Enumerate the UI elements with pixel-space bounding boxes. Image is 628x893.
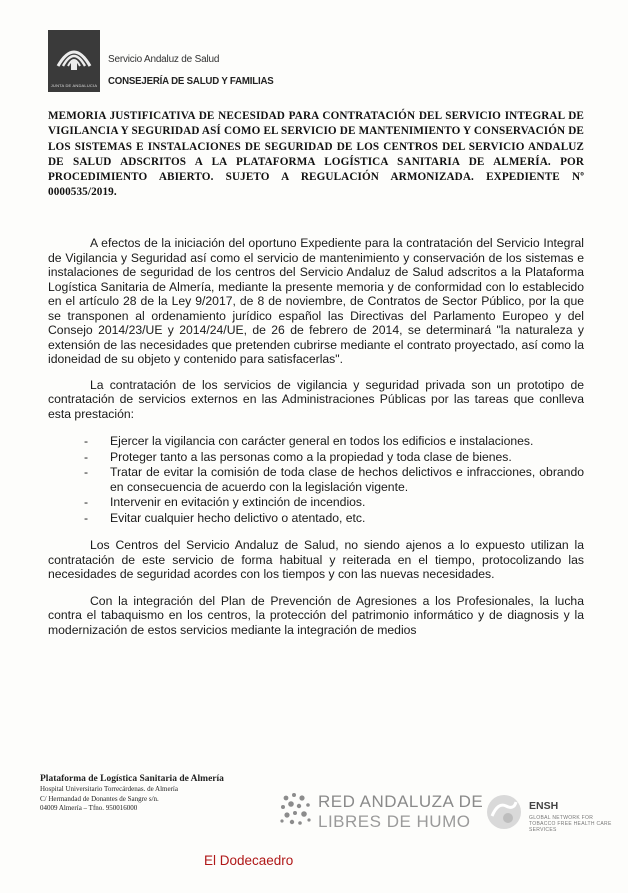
- bullet-dash: -: [84, 449, 89, 464]
- arch-emblem-icon: [54, 36, 94, 78]
- paragraph-integracion: Con la integración del Plan de Prevención de Agresiones a los Profesionales, la lucha contra el tabaquismo en los centros, la protección del patrimonio informático y de diagnosis y la modernización de estos servicios mediante la integración de medios: [48, 593, 584, 637]
- footer-address: [40, 773, 260, 814]
- libres-de-humo-text: LIBRES DE HUMO: [318, 812, 471, 831]
- list-item: - Intervenir en evitación y extinción de incendios.: [84, 495, 366, 509]
- org-name-small: Servicio Andaluz de Salud: [108, 54, 220, 65]
- ensh-subtitle: GLOBAL NETWORK FOR TOBACCO FREE HEALTH CARE SERVICES: [529, 815, 612, 833]
- list-item: - Proteger tanto a las personas como a la propiedad y toda clase de bienes.: [84, 449, 512, 464]
- footer-line: 04009 Almería – Tfno. 950016000: [40, 804, 138, 812]
- list-item: - Ejercer la vigilancia con carácter general en todos los edificios e instalaciones.: [84, 434, 534, 448]
- list-item: - Tratar de evitar la comisión de toda clase de hechos delictivos e infracciones, obrando en consecuencia de acuerdo con la legislación vigente.: [84, 465, 584, 494]
- ensh-globe-icon: [484, 792, 524, 832]
- dots-cluster-icon: [278, 790, 316, 830]
- footer-line: C/ Hermandad de Donantes de Sangre s/n.: [40, 794, 159, 803]
- red-andaluza-text: RED ANDALUZA DE: [318, 792, 484, 811]
- paragraph-contratacion: La contratación de los servicios de vigilancia y seguridad privada son un prototipo de contratación de servicios externos en las Administraciones Públicas por las tareas que conlleva esta prestación:: [48, 377, 584, 421]
- ensh-logo: [484, 790, 614, 838]
- footer-line: Hospital Universitario Torrecárdenas. de Almería: [40, 785, 178, 793]
- logo-caption: JUNTA DE ANDALUCIA: [50, 83, 98, 88]
- bullet-dash: -: [84, 495, 89, 509]
- paragraph-intro: A efectos de la iniciación del oportuno Expediente para la contratación del Servicio Integral de Vigilancia y Seguridad así como el servicio de mantenimiento y conservación de los sistemas e instalaciones de seguridad de los centros del Servicio Andaluz de Salud adscritos a la Plataforma Logística Sanitaria de Almería, mediante la presente memoria y de conformidad con lo establecido en el artículo 28 de la Ley 9/2017, de 8 de noviembre, de Contratos de Sector Público, por la que se transponen al ordenamiento jurídico español las Directivas del Parlamento Europeo y del Consejo 2014/23/UE y 2014/24/UE, de 26 de febrero de 2014, se determinará "la naturaleza y extensión de las necesidades que pretenden cubrirse mediante el contrato proyectado, así como la idoneidad de su objeto y contenido para satisfacerlas".: [48, 236, 584, 366]
- document-body: [48, 236, 584, 637]
- watermark: El Dodecaedro: [204, 853, 294, 868]
- org-name-consejeria: CONSEJERÍA DE SALUD Y FAMILIAS: [108, 75, 274, 87]
- bullet-dash: -: [84, 465, 89, 479]
- footer-title: Plataforma de Logística Sanitaria de Almería: [40, 774, 224, 784]
- junta-andalucia-logo: [48, 30, 100, 92]
- document-title: MEMORIA JUSTIFICATIVA DE NECESIDAD PARA CONTRATACIÓN DEL SERVICIO INTEGRAL DE VIGILANCIA Y SEGURIDAD ASÍ COMO EL SERVICIO DE MANTENIMIENTO Y CONSERVACIÓN DE LOS SISTEMAS E INSTALACIONES DE SEGURIDAD DE LOS CENTROS DEL SERVICIO ANDALUZ DE SALUD ADSCRITOS A LA PLATAFORMA LOGÍSTICA SANITARIA DE ALMERÍA. POR PROCEDIMIENTO ABIERTO. SUJETO A REGULACIÓN ARMONIZADA. EXPEDIENTE Nº 0000535/2019.: [48, 110, 584, 199]
- bullet-dash: -: [84, 434, 89, 448]
- list-item: - Evitar cualquier hecho delictivo o atentado, etc.: [84, 510, 366, 525]
- ensh-title: ENSH: [529, 800, 559, 812]
- bullet-dash: -: [84, 510, 89, 525]
- task-list: [48, 434, 584, 525]
- letterhead: [48, 30, 608, 100]
- red-andaluza-logo: [278, 790, 484, 834]
- paragraph-centros: Los Centros del Servicio Andaluz de Salud, no siendo ajenos a lo expuesto utilizan la contratación de este servicio de forma habitual y reiterada en el tiempo, protocolizando las necesidades de seguridad acordes con los tiempos y con las nuevas necesidades.: [48, 538, 584, 581]
